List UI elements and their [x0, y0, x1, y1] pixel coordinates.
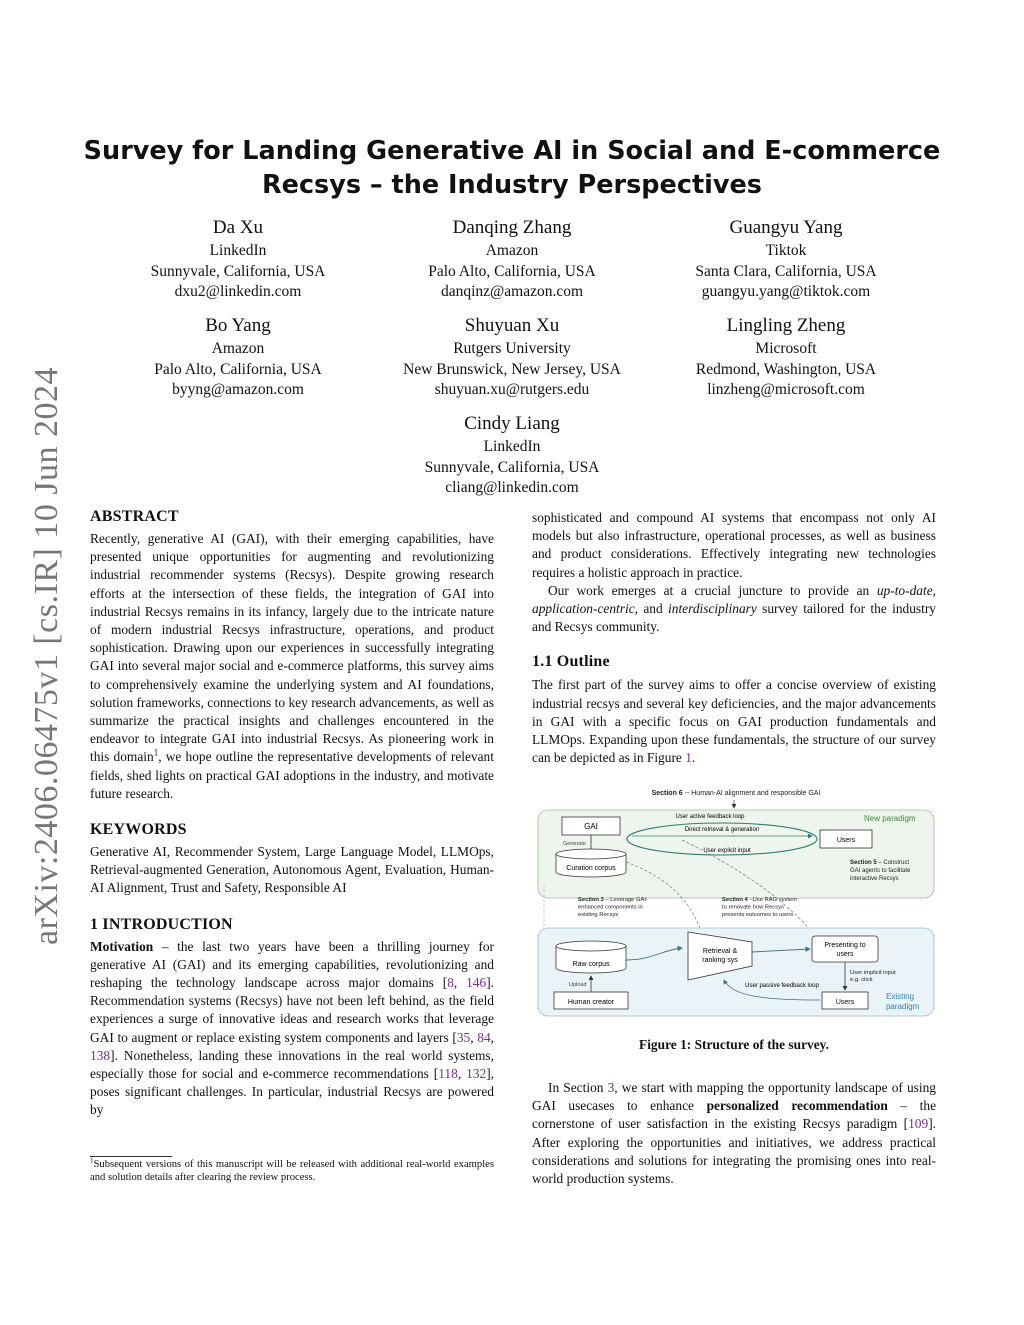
keywords-text: Generative AI, Recommender System, Large Language Model, LLMOps, Retrieval-augmented Generation, Autonomous Agent, Evaluation, Human-AI Alignment, Trust and Safety, Responsible AI	[90, 844, 494, 896]
introduction-heading: 1 INTRODUCTION	[90, 915, 233, 933]
author-block	[362, 412, 662, 499]
author-email: shuyuan.xu@rutgers.edu	[434, 381, 590, 398]
footnote-rule	[90, 1156, 172, 1157]
active-feedback-loop-label: User active feedback loop	[675, 814, 745, 820]
author-location: Santa Clara, California, USA	[695, 262, 877, 280]
intro-paragraph-2: Our work emerges at a crucial juncture to provide an up-to-date, application-centric, and interdisciplinary survey tailored for the industry and Recsys community.	[532, 582, 936, 635]
author-location: New Brunswick, New Jersey, USA	[403, 360, 621, 378]
author-location: Sunnyvale, California, USA	[150, 262, 326, 280]
author-name: Danqing Zhang	[452, 217, 572, 238]
author-affiliation: LinkedIn	[483, 438, 541, 455]
author-name: Guangyu Yang	[729, 217, 843, 238]
abstract-heading: ABSTRACT	[90, 508, 179, 525]
section-4-label: Section 4 –Use RAG system to renovate how Recsys presents outcomes to users	[722, 897, 798, 918]
author-name: Cindy Liang	[464, 413, 560, 434]
section-3-label: Section 3 – Leverage GAI-enhanced components in existing Recsys	[578, 897, 648, 918]
curation-corpus-label: Curation corpus	[566, 865, 616, 872]
author-email: dxu2@linkedin.com	[174, 283, 302, 300]
footnote: $^1$Subsequent versions of this manuscript will be released with additional real-world examples and solution details after clearing the review process.	[90, 1156, 494, 1183]
intro-paragraph-continued: sophisticated and compound AI systems that encompass not only AI models but also infrastructure, operational processes, as well as business and product considerations. Effectively integrating new technologies requires a holistic approach in practice.	[532, 510, 936, 580]
author-email: guangyu.yang@tiktok.com	[701, 283, 871, 300]
existing-paradigm-label: Existing paradigm	[886, 992, 920, 1011]
author-location: Redmond, Washington, USA	[695, 360, 877, 378]
author-name: Lingling Zheng	[726, 315, 846, 336]
section-5-label: Section 5 – Construct GAI agents to facilitate interactive Recsys	[850, 860, 911, 882]
raw-corpus-label: Raw corpus	[572, 961, 610, 968]
author-block	[636, 314, 936, 401]
citation-link[interactable]: 132	[466, 1066, 487, 1082]
figure-caption: Figure 1: Structure of the survey.	[639, 1037, 829, 1052]
author-affiliation: Microsoft	[755, 340, 817, 357]
footnote-marker[interactable]: 1	[153, 747, 159, 758]
users-bottom-label: Users	[835, 999, 855, 1006]
right-column-lower	[532, 1079, 936, 1188]
citation-link[interactable]: 138	[90, 1047, 111, 1063]
human-creator-label: Human creator	[567, 999, 615, 1006]
explicit-input-label: User explicit input	[703, 848, 751, 854]
gai-label: GAI	[584, 822, 598, 831]
presenting-label: Presenting to users	[824, 942, 866, 958]
keywords-heading: KEYWORDS	[90, 821, 187, 839]
presenting-box	[812, 936, 878, 962]
outline-paragraph: The first part of the survey aims to offer a concise overview of existing industrial recsys and several key deficiencies, and the major advancements in GAI with a specific focus on GAI production fundamentals and LLMOps. Expanding upon these fundamentals, the structure of our survey can be depicted as in Figure 1.	[532, 677, 936, 766]
author-location: Palo Alto, California, USA	[428, 262, 596, 280]
upload-label: Upload	[569, 982, 587, 988]
arxiv-identifier: arXiv:2406.06475v1 [cs.IR] 10 Jun 2024	[28, 366, 65, 945]
author-affiliation: LinkedIn	[209, 242, 267, 259]
citation-link[interactable]: 118	[438, 1066, 458, 1082]
passive-feedback-loop-label: User passive feedback loop	[745, 983, 819, 989]
author-email: byyng@amazon.com	[172, 381, 304, 398]
author-name: Bo Yang	[205, 315, 271, 336]
outline-heading: 1.1 Outline	[532, 653, 610, 671]
author-affiliation: Rutgers University	[453, 340, 571, 357]
right-column	[532, 509, 936, 767]
citation-link[interactable]: 146	[466, 975, 487, 991]
author-location: Palo Alto, California, USA	[154, 360, 322, 378]
paper-title	[60, 134, 964, 202]
author-name: Da Xu	[212, 217, 264, 238]
intro-paragraph: Motivation – the last two years have been a thrilling journey for generative AI (GAI) and its emerging capabilities, revolutionizing and reshaping the technology landscape across major domains [8, 146]. Recommendation systems (Recsys) have not been left behind, as the field experiences a surge of innovative ideas and research works that leverage GAI to augment or replace existing system components and layers [35, 84, 138]. Nonetheless, landing these innovations in the real world systems, especially those for social and e-commerce recommendations [118, 132], poses significant challenges. In particular, industrial Recsys are powered by	[90, 938, 494, 1118]
author-block	[362, 216, 662, 303]
users-label: Users	[836, 837, 856, 844]
abstract-text: Recently, generative AI (GAI), with their emerging capabilities, have presented unique opportunities for augmenting and revolutionizing industrial recommender systems (Recsys). Despite growing research efforts at the intersection of these fields, the integration of GAI into industrial Recsys remains in its infancy, largely due to the intricate nature of modern industrial Recsys infrastructure, operations, and product sophistication. Drawing upon our experiences in successfully integrating GAI into several major social and e-commerce platforms, this survey aims to comprehensively examine the underlying system and AI foundations, solution frameworks, connections to key research advancements, as well as summarize the practical insights and challenges encountered in the endeavor to integrate GAI into industrial Recsys. As pioneering work in this domain$^1$, we hope outline the representative developments of relevant fields, shed lights on practical GAI adoptions in the industry, and motivate future research.	[90, 531, 494, 801]
author-block	[88, 216, 388, 303]
section-reference-link[interactable]: 3	[607, 1080, 615, 1095]
implicit-input-label: User implicit input e.g. click	[850, 970, 896, 983]
author-block	[636, 216, 936, 303]
citation-link[interactable]: 35	[456, 1029, 471, 1045]
author-block	[362, 314, 662, 401]
left-column	[90, 507, 494, 1120]
generate-label: Generate	[563, 841, 586, 847]
author-location: Sunnyvale, California, USA	[424, 458, 600, 476]
direct-retrieval-label: Direct retrieval & generation	[684, 827, 760, 833]
retrieval-label: Retrieval & ranking sys	[702, 948, 738, 964]
author-affiliation: Amazon	[485, 242, 539, 259]
new-paradigm-label: New paradigm	[864, 814, 916, 823]
author-name: Shuyuan Xu	[464, 315, 560, 336]
survey-structure-figure	[532, 784, 940, 1022]
author-email: linzheng@microsoft.com	[707, 381, 865, 398]
outline-paragraph-2: In Section 3, we start with mapping the opportunity landscape of using GAI usecases to enhance personalized recommendation – the cornerstone of user satisfaction in the existing Recsys paradigm [109]. After exploring the opportunities and initiatives, we address practical considerations and solutions for integrating the promising ones into real-world production systems.	[532, 1080, 937, 1187]
figure-reference-link[interactable]: 1	[685, 750, 692, 766]
author-email: cliang@linkedin.com	[445, 479, 579, 496]
citation-link[interactable]: 109	[908, 1116, 929, 1132]
section-6-label: Section 6 -- Human-AI alignment and responsible GAI	[651, 790, 821, 797]
citation-link[interactable]: 8	[447, 975, 454, 991]
citation-link[interactable]: 84	[477, 1029, 491, 1045]
author-affiliation: Tiktok	[765, 242, 807, 259]
author-block	[88, 314, 388, 401]
title-line-1: Survey for Landing Generative AI in Social and E-commerce	[83, 136, 941, 166]
author-affiliation: Amazon	[211, 340, 265, 357]
author-email: danqinz@amazon.com	[440, 283, 584, 300]
title-line-2: Recsys – the Industry Perspectives	[262, 170, 762, 200]
